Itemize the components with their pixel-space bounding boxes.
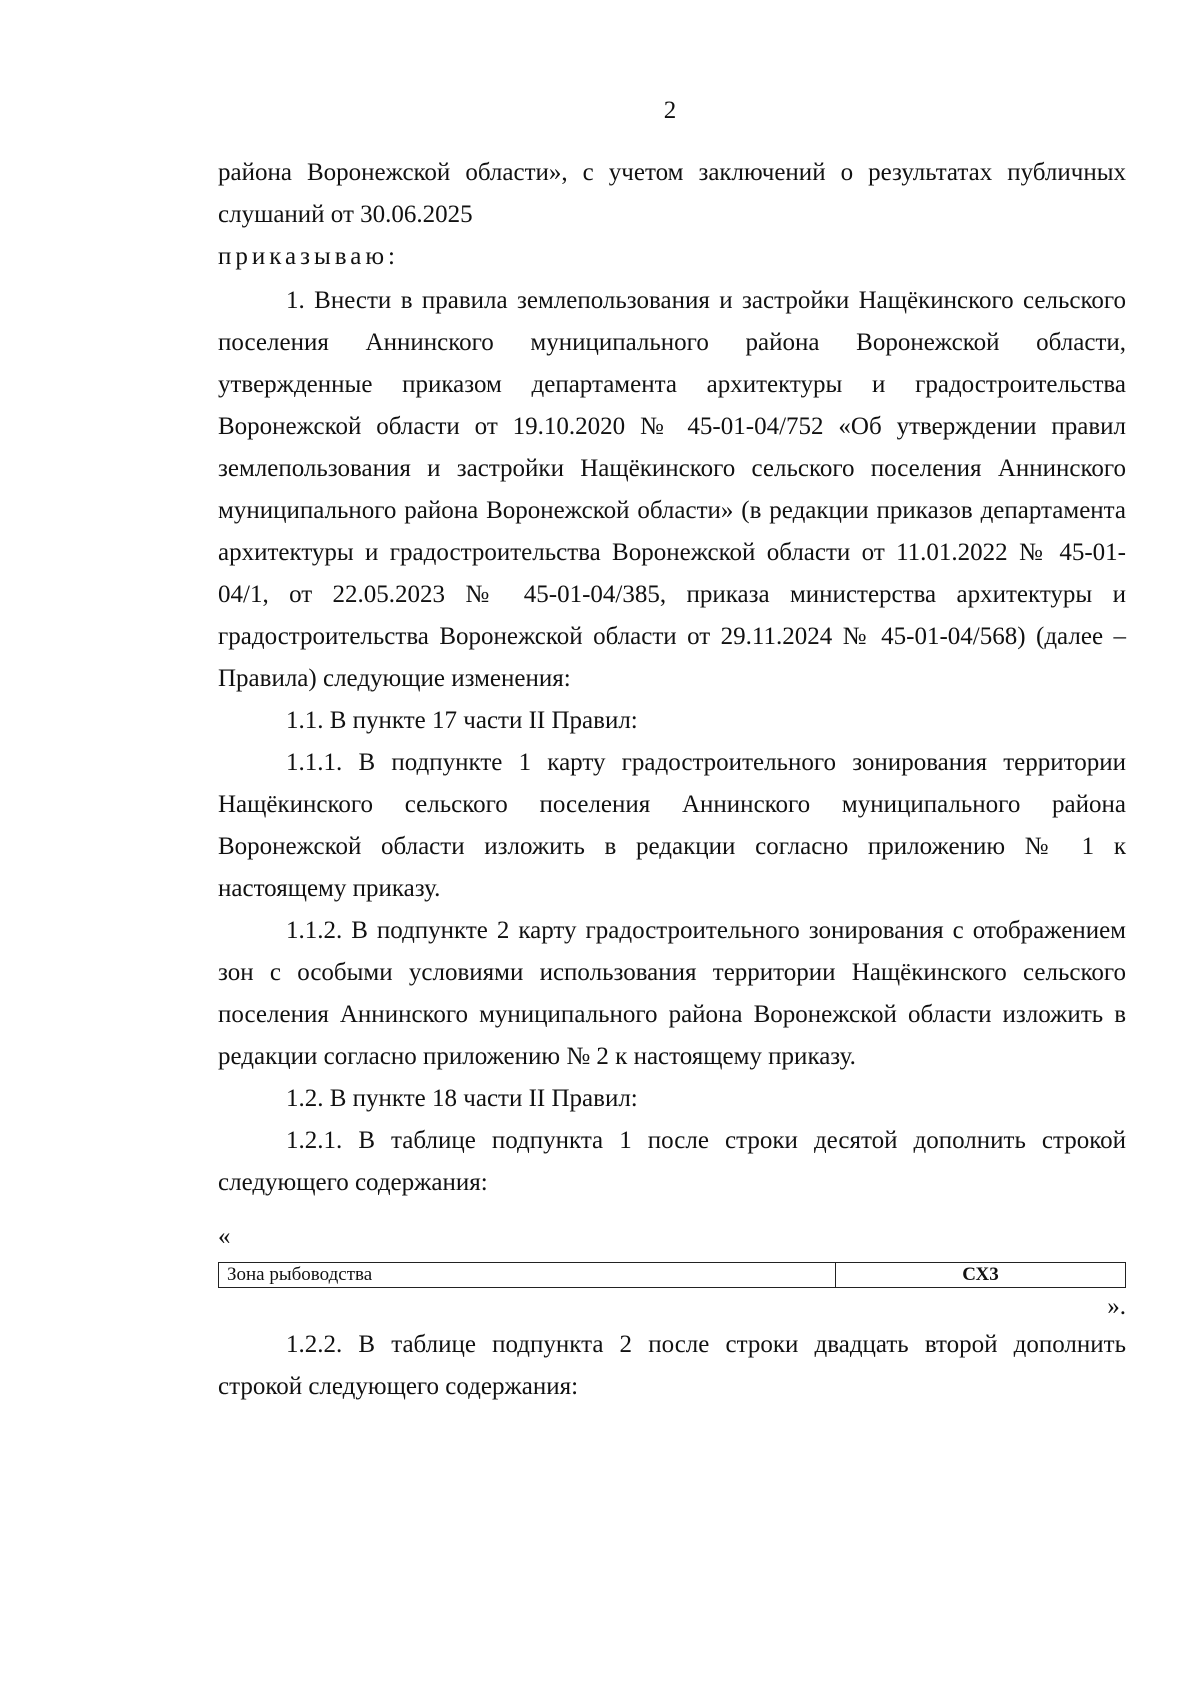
paragraph-1-1-2: 1.1.2. В подпункте 2 карту градостроительного зонирования с отображением зон с особыми условиями использования территории Нащёкинского сельского поселения Аннинского муниципального района Воронежской области изложить в редакции согласно приложению № 2 к настоящему приказу. [218,917,1126,1070]
zone-code-cell: СХ3 [836,1263,1126,1288]
paragraph-1-2-2: 1.2.2. В таблице подпункта 2 после строки двадцать второй дополнить строкой следующего содержания: [218,1331,1126,1400]
paragraph-1: 1. Внести в правила землепользования и застройки Нащёкинского сельского поселения Аннинского муниципального района Воронежской области, утвержденные приказом департамента архитектуры и градостроительства Воронежской области от 19.10.2020 № 45-01-04/752 «Об утверждении правил землепользования и застройки Нащёкинского сельского поселения Аннинского муниципального района Воронежской области» (в редакции приказов департамента архитектуры и градостроительства Воронежской области от 11.01.2022 № 45-01-04/1, от 22.05.2023 № 45-01-04/385, приказа министерства архитектуры и градостроительства Воронежской области от 29.11.2024 № 45-01-04/568) (далее – Правила) следующие изменения: [218,287,1126,692]
quote-close-mark: ». [1107,1293,1126,1320]
zone-table [218,1262,1126,1288]
paragraph-1-2: 1.2. В пункте 18 части II Правил: [286,1085,638,1112]
paragraph-1-1-1: 1.1.1. В подпункте 1 карту градостроительного зонирования территории Нащёкинского сельского поселения Аннинского муниципального района Воронежской области изложить в редакции согласно приложению № 1 к настоящему приказу. [218,749,1126,902]
quote-open-mark: « [218,1223,231,1250]
table-row [219,1263,1126,1288]
paragraph-decree: приказываю: [218,243,399,270]
page-number: 2 [663,97,677,124]
paragraph-1-2-1: 1.2.1. В таблице подпункта 1 после строки десятой дополнить строкой следующего содержания: [218,1127,1126,1196]
document-body [218,152,1126,1408]
zone-name-cell: Зона рыбоводства [219,1263,836,1288]
paragraph-1-1: 1.1. В пункте 17 части II Правил: [286,707,638,734]
paragraph-intro: района Воронежской области», с учетом заключений о результатах публичных слушаний от 30.06.2025 [218,159,1126,228]
